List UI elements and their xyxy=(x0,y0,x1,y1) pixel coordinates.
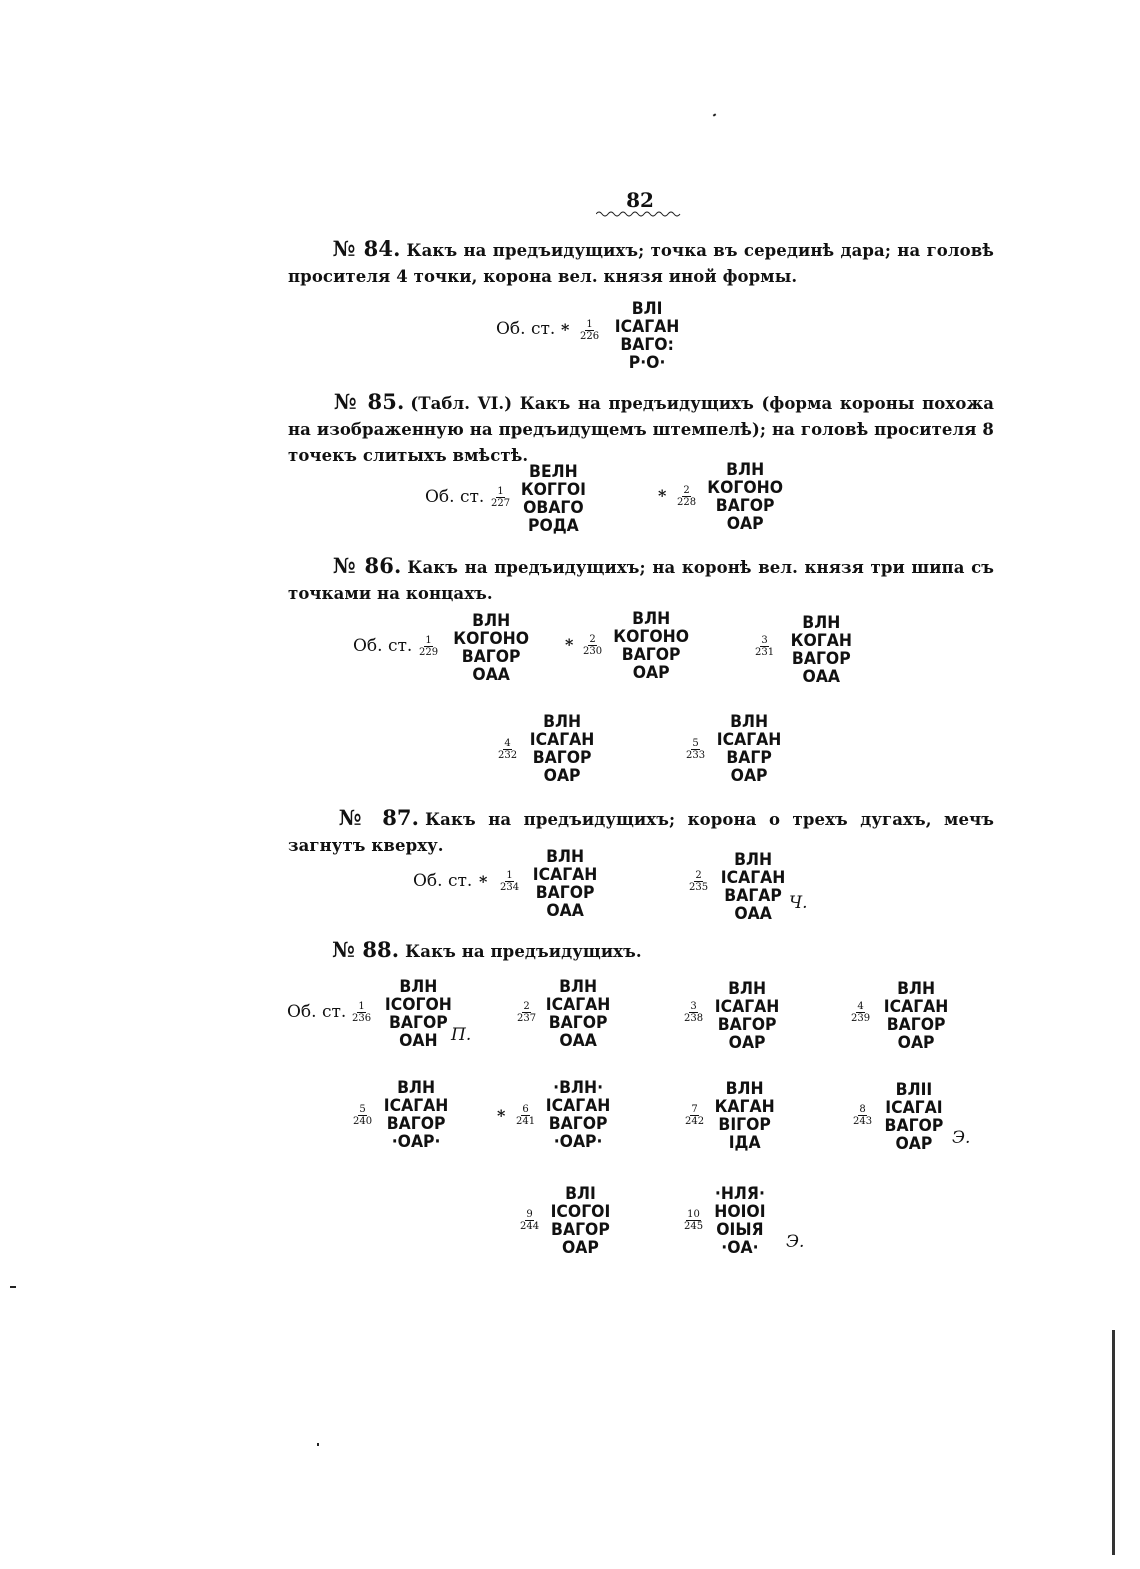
scan-speck xyxy=(10,1286,16,1288)
coin-fraction: $\frac{2}{230}$ xyxy=(583,634,603,657)
coin-fraction: $\frac{2}{235}$ xyxy=(689,870,709,893)
scan-speck xyxy=(317,1443,319,1446)
mark-p: П. xyxy=(451,1025,472,1045)
coin-fraction: $\frac{2}{228}$ xyxy=(677,485,697,508)
wavy-rule xyxy=(596,210,682,218)
scan-speck xyxy=(713,113,717,116)
coin-fraction: $\frac{3}{231}$ xyxy=(755,635,775,658)
entry-number: № 84. xyxy=(332,236,401,261)
coin-fraction: $\frac{4}{232}$ xyxy=(498,738,518,761)
coin-legend: ВЛН ІСАГАН ВАГОР ОАА xyxy=(532,847,598,921)
entry-number: № 85. xyxy=(332,389,405,414)
ob-label: Об. ст. xyxy=(287,1002,347,1022)
entry-text: Какъ на предъидущихъ. xyxy=(405,942,642,961)
coin-fraction: $\frac{5}{240}$ xyxy=(353,1104,373,1127)
entry-text: (Табл. VI.) Какъ на предъидущихъ (форма короны похожа на изображенную на предъидущемъ штемпелѣ); на головѣ просителя 8 точекъ слитыхъ вмѣстѣ. xyxy=(288,394,995,465)
star-mark: * xyxy=(565,635,574,654)
coin-legend: ВЛН КОГОНО ВАГОР ОАР xyxy=(613,609,690,683)
entry-85 xyxy=(288,389,994,469)
ob-label: Об. ст. xyxy=(496,319,556,339)
coin-fraction: $\frac{8}{243}$ xyxy=(853,1104,873,1127)
coin-legend: ВЛН ІСОГОН ВАГОР ОАН xyxy=(384,977,452,1051)
coin-legend: ВЛН ІСАГАН ВАГОР ОАА xyxy=(545,977,611,1051)
entry-number: № 88. xyxy=(332,937,400,962)
entry-number: № 86. xyxy=(332,553,402,578)
coin-fraction: $\frac{1}{227}$ xyxy=(491,486,511,509)
coin-fraction: $\frac{2}{237}$ xyxy=(517,1001,537,1024)
entry-text: Какъ на предъидущихъ; точка въ серединѣ дара; на головѣ просителя 4 точки, корона вел. князя иной формы. xyxy=(288,241,994,286)
coin-fraction: $\frac{10}{245}$ xyxy=(684,1209,704,1232)
coin-fraction: $\frac{9}{244}$ xyxy=(520,1209,540,1232)
coin-fraction: $\frac{1}{229}$ xyxy=(419,635,439,658)
coin-legend: ВЛН ІСАГАН ВАГОР ОАР xyxy=(714,979,780,1053)
star-mark: * xyxy=(658,486,667,505)
coin-legend: ВЛН ІСАГАН ВАГАР ОАА xyxy=(720,850,786,924)
scan-edge xyxy=(1112,1330,1115,1555)
coin-legend: ВЛІ ІСАГАН ВАГО: Р·О· xyxy=(614,299,680,373)
coin-legend: ВЛН КОГАН ВАГОР ОАА xyxy=(790,613,852,687)
entry-87 xyxy=(288,805,994,859)
star-mark: * xyxy=(497,1106,506,1125)
coin-legend: ВЕЛН КОГГОІ ОВАГО РОДА xyxy=(520,462,586,536)
ob-label: Об. ст. xyxy=(413,871,473,891)
ob-label: Об. ст. xyxy=(425,487,485,507)
coin-legend: ВЛН КОГОНО ВАГОР ОАР xyxy=(707,460,784,534)
star-mark: * xyxy=(479,872,488,891)
coin-fraction: $\frac{1}{234}$ xyxy=(500,870,520,893)
entry-86 xyxy=(288,553,994,607)
coin-fraction: $\frac{7}{242}$ xyxy=(685,1104,705,1127)
coin-legend: ВЛН ІСАГАН ВАГОР ОАР xyxy=(883,979,949,1053)
mark-e: Э. xyxy=(952,1128,971,1148)
coin-legend: ВЛН ІСАГАН ВАГОР ·ОАР· xyxy=(383,1078,449,1152)
coin-legend: ВЛН ІСАГАН ВАГР ОАР xyxy=(716,712,782,786)
star-mark: * xyxy=(561,320,570,339)
entry-88 xyxy=(288,937,994,965)
entry-number: № 87. xyxy=(332,805,420,830)
coin-legend: ВЛІІ ІСАГАІ ВАГОР ОАР xyxy=(884,1080,944,1154)
coin-legend: ВЛІ ІСОГОІ ВАГОР ОАР xyxy=(550,1184,611,1258)
coin-fraction: $\frac{4}{239}$ xyxy=(851,1001,871,1024)
coin-fraction: $\frac{1}{236}$ xyxy=(352,1001,372,1024)
coin-legend: ВЛН КОГОНО ВАГОР ОАА xyxy=(453,611,530,685)
ob-label: Об. ст. xyxy=(353,636,413,656)
coin-fraction: $\frac{5}{233}$ xyxy=(686,738,706,761)
coin-legend: ·НЛЯ· НОІОІ ОІЫЯ ·ОА· xyxy=(714,1184,766,1258)
page-number: 82 xyxy=(626,188,654,212)
coin-legend: ВЛН КАГАН ВІГОР ІДА xyxy=(714,1079,775,1153)
coin-fraction: $\frac{3}{238}$ xyxy=(684,1001,704,1024)
mark-ch: Ч. xyxy=(789,893,808,913)
entry-84 xyxy=(288,236,994,290)
entry-text: Какъ на предъидущихъ; на коронѣ вел. князя три шипа съ точками на концахъ. xyxy=(288,558,994,603)
coin-legend: ·ВЛН· ІСАГАН ВАГОР ·ОАР· xyxy=(545,1078,611,1152)
coin-fraction: $\frac{6}{241}$ xyxy=(516,1104,536,1127)
coin-legend: ВЛН ІСАГАН ВАГОР ОАР xyxy=(529,712,595,786)
mark-e: Э. xyxy=(786,1232,805,1252)
coin-fraction: $\frac{1}{226}$ xyxy=(580,319,600,342)
entry-text: Какъ на предъидущихъ; корона о трехъ дугахъ, мечъ загнутъ кверху. xyxy=(288,810,995,855)
